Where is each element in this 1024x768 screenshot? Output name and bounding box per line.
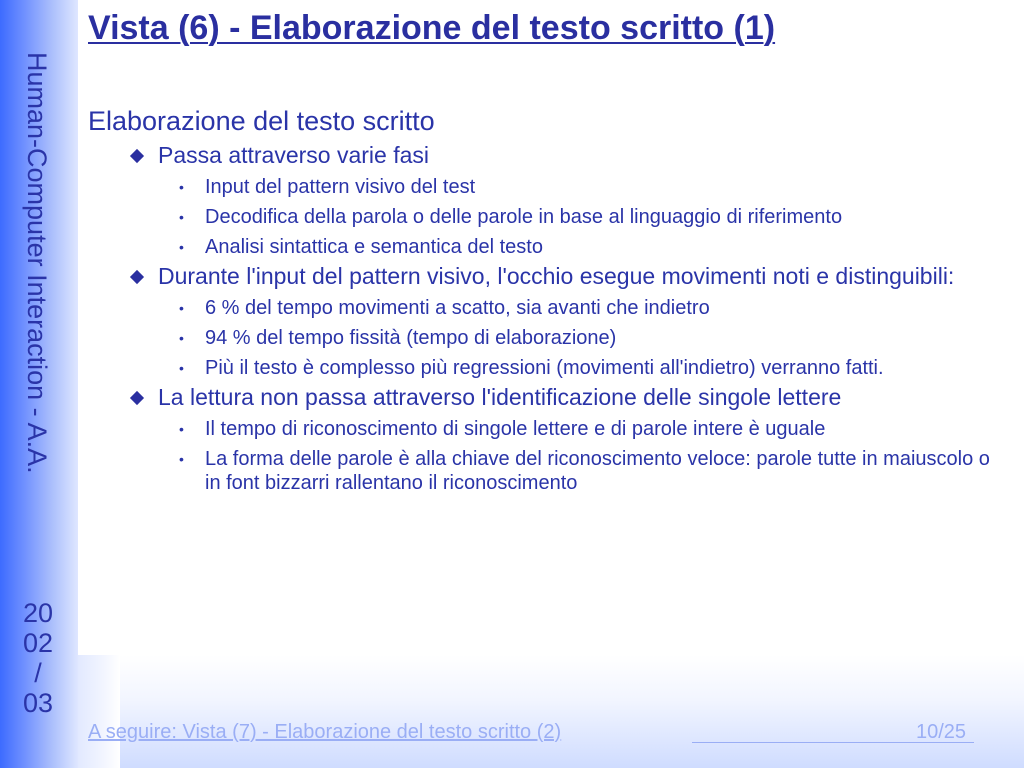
bullet-item [88, 384, 998, 411]
dot-bullet-icon: • [179, 421, 184, 437]
bullet-item [88, 142, 998, 169]
sub-bullet-item [88, 175, 998, 199]
sub-bullet-item [88, 417, 998, 441]
sub-bullet-text: Decodifica della parola o delle parole in base al linguaggio di riferimento [205, 206, 843, 228]
sub-bullet-text: La forma delle parole è alla chiave del riconoscimento veloce: parole tutte in maiuscolo o in font bizzarri rallentano il riconoscimento [205, 448, 990, 494]
sub-bullet-item [88, 205, 998, 229]
sub-bullet-text: Analisi sintattica e semantica del testo [205, 236, 543, 258]
dot-bullet-icon: • [179, 209, 184, 225]
slide-content [88, 104, 998, 495]
diamond-bullet-icon [130, 391, 144, 405]
footer-gradient [78, 655, 1024, 768]
diamond-bullet-icon [130, 270, 144, 284]
next-slide-link[interactable]: A seguire: Vista (7) - Elaborazione del testo scritto (2) [88, 721, 562, 743]
sub-bullet-text: 94 % del tempo fissità (tempo di elaborazione) [205, 327, 617, 349]
sub-bullet-item [88, 296, 998, 320]
page-number: 10/25 [916, 721, 967, 743]
sub-bullet-item [88, 235, 998, 259]
sidebar-year: 20 02 / 03 [22, 598, 54, 718]
bullet-text: La lettura non passa attraverso l'identificazione delle singole lettere [158, 384, 842, 410]
slide-title: Vista (6) - Elaborazione del testo scritto (1) [88, 9, 776, 47]
bullet-text: Passa attraverso varie fasi [158, 142, 430, 168]
sub-bullet-text: Il tempo di riconoscimento di singole lettere e di parole intere è uguale [205, 418, 826, 440]
sub-bullet-text: Input del pattern visivo del test [205, 176, 476, 198]
sub-bullet-text: Più il testo è complesso più regressioni (movimenti all'indietro) verranno fatti. [205, 357, 884, 379]
dot-bullet-icon: • [179, 330, 184, 346]
dot-bullet-icon: • [179, 300, 184, 316]
bullet-text: Durante l'input del pattern visivo, l'occhio esegue movimenti noti e distinguibili: [158, 263, 955, 289]
section-heading: Elaborazione del testo scritto [88, 106, 435, 136]
dot-bullet-icon: • [179, 179, 184, 195]
sub-bullet-item [88, 447, 998, 495]
sidebar-corner [78, 655, 120, 768]
bullet-item [88, 263, 998, 290]
sub-bullet-item [88, 356, 998, 380]
dot-bullet-icon: • [179, 360, 184, 376]
diamond-bullet-icon [130, 149, 144, 163]
sidebar-course-title: Human-Computer Interaction - A.A. [22, 52, 52, 474]
sub-bullet-text: 6 % del tempo movimenti a scatto, sia avanti che indietro [205, 297, 710, 319]
sub-bullet-item [88, 326, 998, 350]
dot-bullet-icon: • [179, 239, 184, 255]
dot-bullet-icon: • [179, 451, 184, 467]
